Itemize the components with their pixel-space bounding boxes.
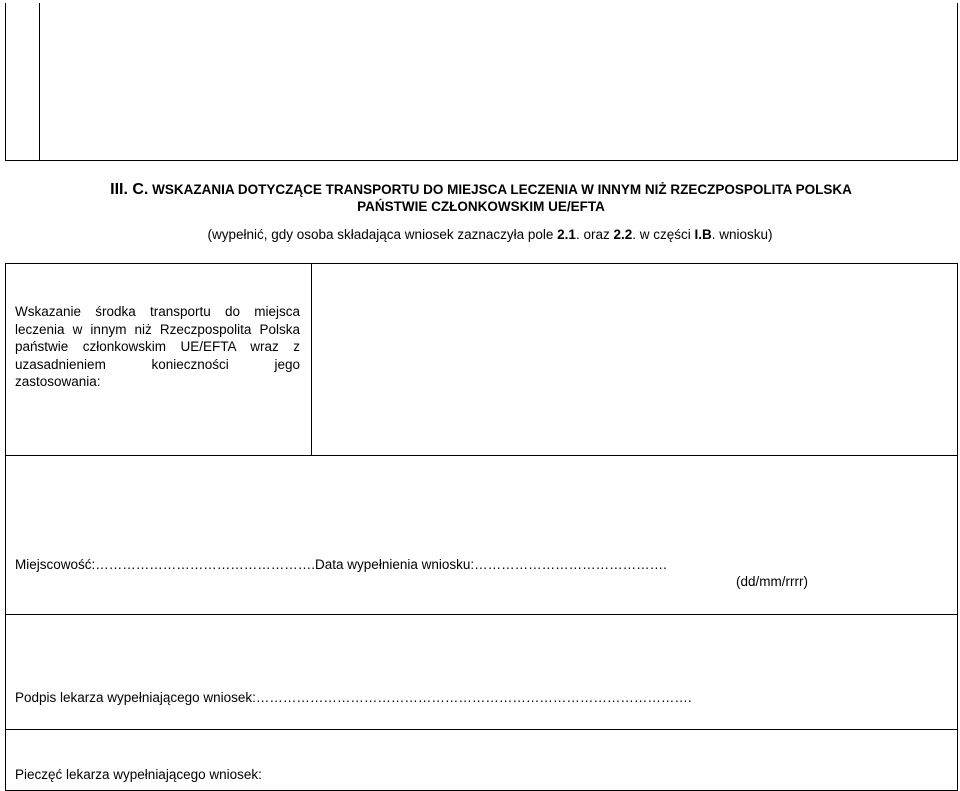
previous-section-table [5,3,958,161]
doctor-stamp-field[interactable]: Pieczęć lekarza wypełniającego wniosek: [15,767,262,782]
place-field[interactable]: Miejscowość:…………………………………………. [15,557,316,572]
date-field[interactable]: Data wypełnienia wniosku:……………………………………. [315,557,667,572]
transport-question: Wskazanie środka transportu do miejsca leczenia w innym niż Rzeczpospolita Polska państwie członkowskim UE/EFTA wraz z uzasadnieniem konieczności jego zastosowania: [15,304,300,389]
previous-section-divider [39,3,40,160]
place-date-row [15,556,667,573]
signature-divider-2 [5,729,958,730]
transport-answer-field[interactable] [312,263,958,455]
signature-table [5,456,958,791]
signature-divider-1 [5,614,958,615]
instruction-prefix: (wypełnić, gdy osoba składająca wniosek zaznaczyła pole [207,227,558,242]
date-format-hint: (dd/mm/rrrr) [736,574,808,589]
instruction-mid2: . w części [632,227,695,242]
instruction-mid: . oraz [575,227,614,242]
section-number: III. C. [110,181,149,198]
instruction-suffix: . wniosku) [711,227,773,242]
section-instruction [150,226,830,243]
section-heading-line2: PAŃSTWIE CZŁONKOWSKIM UE/EFTA [357,199,605,214]
doctor-signature-field[interactable]: Podpis lekarza wypełniającego wniosek:……………………………………………………………………………………. [15,690,692,705]
part-ref: I.B [694,227,712,242]
field-ref-a: 2.1 [557,227,576,242]
field-ref-b: 2.2 [613,227,633,242]
section-heading-line1: WSKAZANIA DOTYCZĄCE TRANSPORTU DO MIEJSCA LECZENIA W INNYM NIŻ RZECZPOSPOLITA POLSKA [152,182,852,197]
section-title [96,181,866,215]
